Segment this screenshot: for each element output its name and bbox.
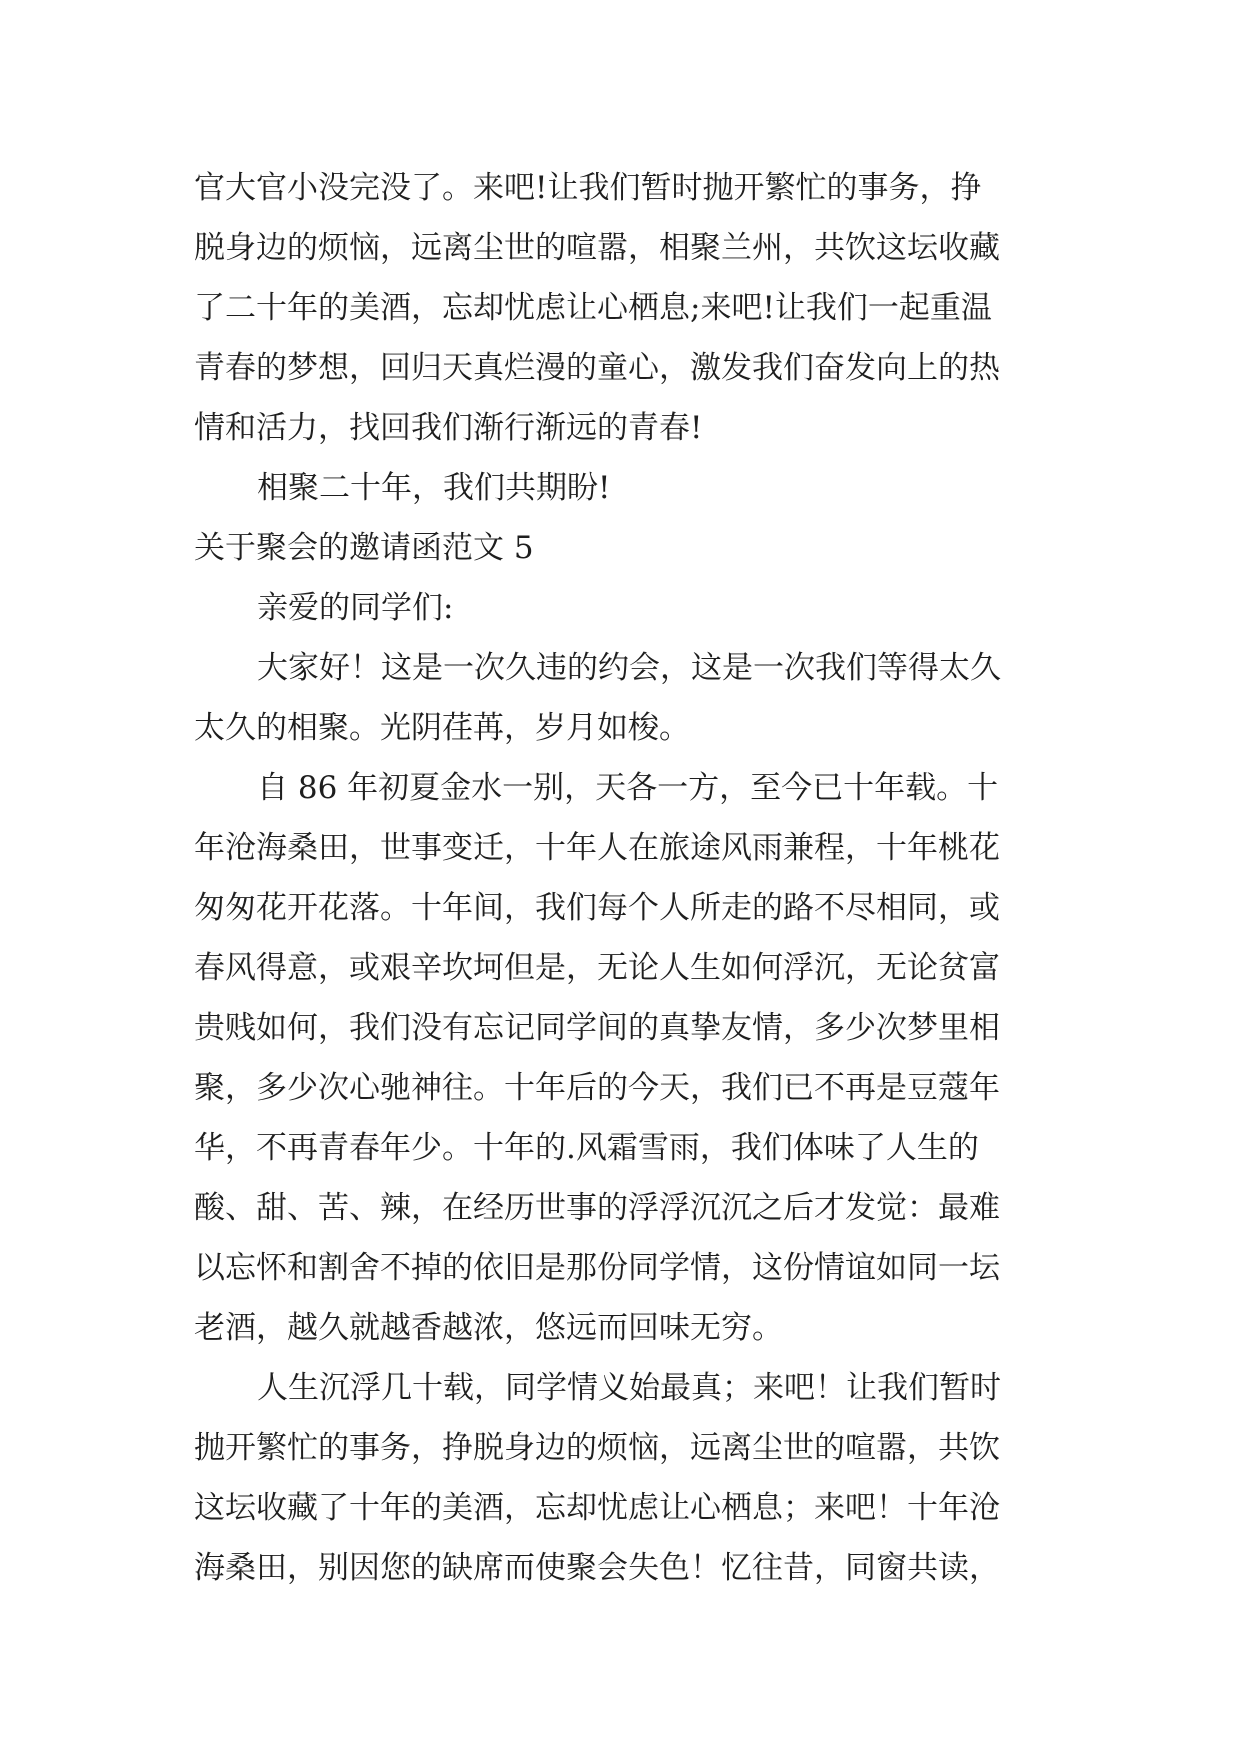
text-line: 太久的相聚。光阴荏苒，岁月如梭。 [194,710,690,746]
text-line: 抛开繁忙的事务，挣脱身边的烦恼，远离尘世的喧嚣，共饮 [194,1430,1000,1466]
text-line: 这坛收藏了十年的美酒，忘却忧虑让心栖息；来吧！十年沧 [194,1490,1000,1526]
salutation: 亲爱的同学们: [257,590,454,626]
text-line: 情和活力，找回我们渐行渐远的青春! [194,410,703,446]
text-line: 海桑田，别因您的缺席而使聚会失色！忆往昔，同窗共读， [194,1550,1000,1586]
text-line: 年沧海桑田，世事变迁，十年人在旅途风雨兼程，十年桃花 [194,830,1000,866]
text-line: 匆匆花开花落。十年间，我们每个人所走的路不尽相同，或 [194,890,1000,926]
text-line: 聚，多少次心驰神往。十年后的今天，我们已不再是豆蔻年 [194,1070,1000,1106]
text-line: 春风得意，或艰辛坎坷但是，无论人生如何浮沉，无论贫富 [194,950,1000,986]
text-line: 酸、甜、苦、辣，在经历世事的浮浮沉沉之后才发觉：最难 [194,1190,1000,1226]
text-line: 华，不再青春年少。十年的.风霜雪雨，我们体味了人生的 [194,1130,979,1166]
text-line: 官大官小没完没了。来吧!让我们暂时抛开繁忙的事务，挣 [194,170,982,206]
text-line: 以忘怀和割舍不掉的依旧是那份同学情，这份情谊如同一坛 [194,1250,1000,1286]
text-line: 脱身边的烦恼，远离尘世的喧嚣，相聚兰州，共饮这坛收藏 [194,230,1000,266]
text-line: 贵贱如何，我们没有忘记同学间的真挚友情，多少次梦里相 [194,1010,1000,1046]
text-line: 人生沉浮几十载，同学情义始最真；来吧！让我们暂时 [257,1370,1001,1406]
text-line: 了二十年的美酒，忘却忧虑让心栖息;来吧!让我们一起重温 [194,290,992,326]
text-line: 大家好！这是一次久违的约会，这是一次我们等得太久 [257,650,1001,686]
section-heading: 关于聚会的邀请函范文 5 [194,530,534,566]
text-line: 青春的梦想，回归天真烂漫的童心，激发我们奋发向上的热 [194,350,1000,386]
text-line: 老酒，越久就越香越浓，悠远而回味无穷。 [194,1310,783,1346]
text-line: 相聚二十年，我们共期盼! [257,470,611,506]
text-line: 自 86 年初夏金水一别，天各一方，至今已十年载。十 [257,770,999,806]
